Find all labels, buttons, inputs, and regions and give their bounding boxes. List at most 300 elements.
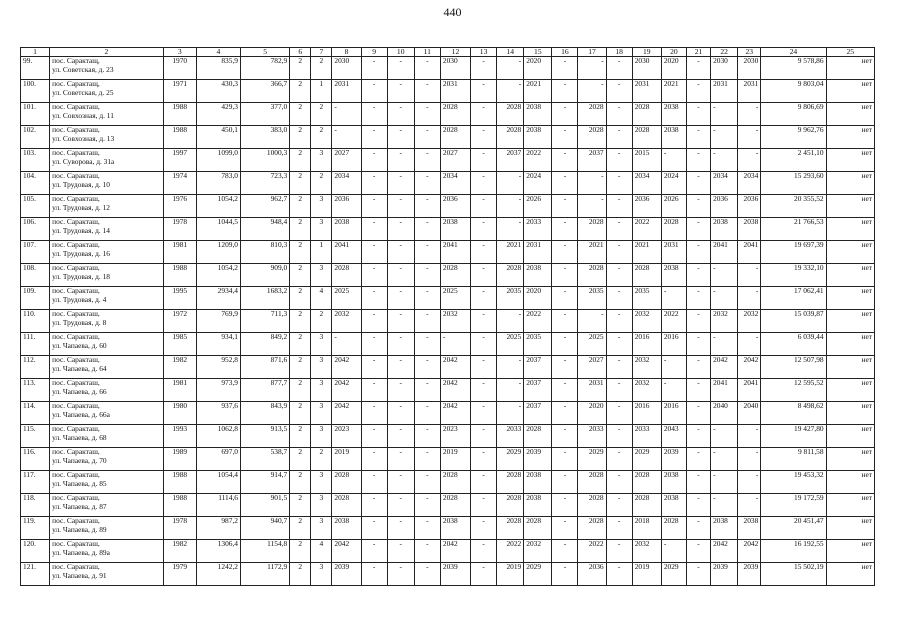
cell-col-21: - — [686, 310, 710, 333]
cell-col-24: 2 451,10 — [761, 149, 826, 172]
column-header-8: 8 — [332, 48, 361, 57]
cell-col-24: 9 578,86 — [761, 57, 826, 80]
cell-col-3: 1997 — [163, 149, 196, 172]
cell-col-6: 2 — [290, 218, 311, 241]
cell-col-6: 2 — [290, 333, 311, 356]
cell-col-22: 2034 — [711, 172, 738, 195]
cell-col-24: 9 803,04 — [761, 80, 826, 103]
cell-col-20: 2016 — [661, 333, 686, 356]
address-street: ул. Чапаева, д. 66а — [52, 409, 110, 419]
cell-col-18: - — [606, 57, 632, 80]
cell-col-3: 1980 — [163, 402, 196, 425]
cell-col-23: - — [738, 425, 761, 448]
cell-col-4: 937,6 — [196, 402, 240, 425]
cell-col-21: - — [686, 218, 710, 241]
cell-col-23: 2040 — [738, 402, 761, 425]
cell-col-13: - — [471, 287, 497, 310]
cell-col-7: 2 — [311, 310, 332, 333]
cell-col-10: - — [387, 448, 414, 471]
cell-col-20: 2038 — [661, 471, 686, 494]
address-cell — [50, 471, 164, 494]
cell-col-23: 2031 — [738, 80, 761, 103]
cell-col-16: - — [552, 379, 578, 402]
cell-col-5: 1683,2 — [241, 287, 290, 310]
cell-col-11: - — [414, 425, 440, 448]
cell-col-4: 769,9 — [196, 310, 240, 333]
cell-col-8: - — [332, 333, 361, 356]
cell-col-21: - — [686, 172, 710, 195]
cell-col-15: 2037 — [524, 356, 552, 379]
column-header-7: 7 — [311, 48, 332, 57]
cell-col-15: 2037 — [524, 402, 552, 425]
cell-col-22: - — [711, 126, 738, 149]
cell-col-21: - — [686, 57, 710, 80]
cell-col-12: 2038 — [440, 218, 470, 241]
cell-col-24: 12 507,98 — [761, 356, 826, 379]
cell-col-13: - — [471, 264, 497, 287]
cell-col-15: 2020 — [524, 287, 552, 310]
cell-col-11: - — [414, 103, 440, 126]
table-row — [21, 448, 875, 471]
row-number: 112. — [21, 356, 50, 379]
cell-col-25: нет — [826, 264, 874, 287]
cell-col-17: 2035 — [578, 287, 606, 310]
row-number: 99. — [21, 57, 50, 80]
cell-col-13: - — [471, 494, 497, 517]
column-number-row — [21, 48, 875, 57]
cell-col-21: - — [686, 379, 710, 402]
cell-col-8: 2039 — [332, 563, 361, 586]
cell-col-5: 383,0 — [241, 126, 290, 149]
cell-col-15: 2028 — [524, 425, 552, 448]
cell-col-5: 913,5 — [241, 425, 290, 448]
cell-col-24: 19 453,32 — [761, 471, 826, 494]
row-number: 109. — [21, 287, 50, 310]
cell-col-25: нет — [826, 356, 874, 379]
cell-col-5: 1154,8 — [241, 540, 290, 563]
cell-col-13: - — [471, 57, 497, 80]
address-settlement: пос. Саракташ, — [52, 470, 100, 479]
cell-col-19: 2035 — [632, 287, 661, 310]
address-cell — [50, 448, 164, 471]
cell-col-3: 1995 — [163, 287, 196, 310]
cell-col-9: - — [361, 494, 387, 517]
row-number: 114. — [21, 402, 50, 425]
cell-col-8: 2031 — [332, 80, 361, 103]
cell-col-23: 2042 — [738, 540, 761, 563]
address-street: ул. Чапаева, д. 89 — [52, 524, 107, 534]
address-settlement: пос. Саракташ, — [52, 263, 100, 272]
cell-col-18: - — [606, 448, 632, 471]
column-header-20: 20 — [661, 48, 686, 57]
cell-col-23: - — [738, 126, 761, 149]
page-number: 440 — [443, 5, 462, 19]
cell-col-18: - — [606, 379, 632, 402]
column-header-12: 12 — [440, 48, 470, 57]
cell-col-11: - — [414, 126, 440, 149]
cell-col-18: - — [606, 471, 632, 494]
cell-col-21: - — [686, 540, 710, 563]
column-header-4: 4 — [196, 48, 240, 57]
cell-col-23: 2036 — [738, 195, 761, 218]
cell-col-20: 2029 — [661, 563, 686, 586]
row-number: 106. — [21, 218, 50, 241]
cell-col-12: 2030 — [440, 57, 470, 80]
cell-col-18: - — [606, 310, 632, 333]
cell-col-10: - — [387, 379, 414, 402]
cell-col-17: 2021 — [578, 241, 606, 264]
cell-col-7: 1 — [311, 241, 332, 264]
cell-col-21: - — [686, 126, 710, 149]
cell-col-7: 3 — [311, 356, 332, 379]
cell-col-22: 2042 — [711, 356, 738, 379]
address-street: ул. Чапаева, д. 70 — [52, 455, 107, 465]
cell-col-3: 1976 — [163, 195, 196, 218]
cell-col-4: 973,9 — [196, 379, 240, 402]
cell-col-7: 3 — [311, 517, 332, 540]
address-settlement: пос. Саракташ, — [52, 447, 100, 456]
cell-col-9: - — [361, 149, 387, 172]
address-settlement: пос. Саракташ, — [52, 102, 100, 111]
cell-col-7: 3 — [311, 425, 332, 448]
table-row — [21, 540, 875, 563]
cell-col-14: - — [497, 379, 524, 402]
cell-col-7: 3 — [311, 264, 332, 287]
cell-col-11: - — [414, 563, 440, 586]
cell-col-23: - — [738, 448, 761, 471]
cell-col-19: 2028 — [632, 264, 661, 287]
cell-col-20: 2016 — [661, 402, 686, 425]
address-street: ул. Чапаева, д. 89а — [52, 547, 110, 557]
cell-col-13: - — [471, 425, 497, 448]
cell-col-15: 2038 — [524, 126, 552, 149]
cell-col-15: 2039 — [524, 448, 552, 471]
cell-col-4: 697,0 — [196, 448, 240, 471]
cell-col-25: нет — [826, 402, 874, 425]
cell-col-24: 8 498,62 — [761, 402, 826, 425]
cell-col-16: - — [552, 264, 578, 287]
cell-col-24: 20 355,52 — [761, 195, 826, 218]
cell-col-21: - — [686, 494, 710, 517]
cell-col-15: 2026 — [524, 195, 552, 218]
cell-col-3: 1988 — [163, 126, 196, 149]
cell-col-3: 1993 — [163, 425, 196, 448]
column-header-25: 25 — [826, 48, 874, 57]
cell-col-12: 2042 — [440, 402, 470, 425]
cell-col-17: 2031 — [578, 379, 606, 402]
row-number: 108. — [21, 264, 50, 287]
cell-col-14: 2033 — [497, 425, 524, 448]
cell-col-6: 2 — [290, 287, 311, 310]
cell-col-17: - — [578, 80, 606, 103]
cell-col-3: 1972 — [163, 310, 196, 333]
cell-col-6: 2 — [290, 356, 311, 379]
cell-col-8: 2023 — [332, 425, 361, 448]
cell-col-16: - — [552, 80, 578, 103]
table-row — [21, 218, 875, 241]
cell-col-10: - — [387, 149, 414, 172]
cell-col-19: 2032 — [632, 379, 661, 402]
cell-col-25: нет — [826, 57, 874, 80]
cell-col-19: 2031 — [632, 80, 661, 103]
cell-col-8: 2038 — [332, 218, 361, 241]
cell-col-22: 2041 — [711, 241, 738, 264]
cell-col-5: 948,4 — [241, 218, 290, 241]
table-row — [21, 425, 875, 448]
table-body — [21, 57, 875, 586]
column-header-5: 5 — [241, 48, 290, 57]
cell-col-8: 2042 — [332, 540, 361, 563]
cell-col-22: - — [711, 471, 738, 494]
cell-col-16: - — [552, 540, 578, 563]
address-street: ул. Чапаева, д. 60 — [52, 340, 107, 350]
cell-col-13: - — [471, 218, 497, 241]
cell-col-24: 12 595,52 — [761, 379, 826, 402]
cell-col-22: - — [711, 264, 738, 287]
cell-col-9: - — [361, 287, 387, 310]
row-number: 116. — [21, 448, 50, 471]
cell-col-25: нет — [826, 471, 874, 494]
cell-col-5: 782,9 — [241, 57, 290, 80]
cell-col-18: - — [606, 402, 632, 425]
cell-col-21: - — [686, 149, 710, 172]
cell-col-15: 2021 — [524, 80, 552, 103]
cell-col-17: 2020 — [578, 402, 606, 425]
cell-col-15: 2038 — [524, 471, 552, 494]
cell-col-7: 2 — [311, 448, 332, 471]
address-cell — [50, 494, 164, 517]
cell-col-14: 2035 — [497, 287, 524, 310]
cell-col-12: 2038 — [440, 517, 470, 540]
cell-col-5: 366,7 — [241, 80, 290, 103]
cell-col-11: - — [414, 540, 440, 563]
cell-col-15: 2038 — [524, 264, 552, 287]
row-number: 103. — [21, 149, 50, 172]
cell-col-16: - — [552, 448, 578, 471]
cell-col-12: 2041 — [440, 241, 470, 264]
cell-col-8: 2036 — [332, 195, 361, 218]
cell-col-18: - — [606, 356, 632, 379]
cell-col-8: 2019 — [332, 448, 361, 471]
cell-col-17: 2037 — [578, 149, 606, 172]
cell-col-20: 2022 — [661, 310, 686, 333]
cell-col-13: - — [471, 310, 497, 333]
row-number: 117. — [21, 471, 50, 494]
cell-col-7: 2 — [311, 57, 332, 80]
address-settlement: пос. Саракташ, — [52, 194, 100, 203]
cell-col-9: - — [361, 218, 387, 241]
cell-col-8: 2027 — [332, 149, 361, 172]
cell-col-21: - — [686, 333, 710, 356]
cell-col-23: 2030 — [738, 57, 761, 80]
cell-col-21: - — [686, 287, 710, 310]
cell-col-10: - — [387, 540, 414, 563]
cell-col-9: - — [361, 448, 387, 471]
cell-col-4: 1054,2 — [196, 195, 240, 218]
cell-col-22: 2039 — [711, 563, 738, 586]
cell-col-17: 2025 — [578, 333, 606, 356]
cell-col-20: - — [661, 379, 686, 402]
cell-col-12: 2028 — [440, 126, 470, 149]
cell-col-6: 2 — [290, 172, 311, 195]
cell-col-5: 940,7 — [241, 517, 290, 540]
cell-col-14: - — [497, 80, 524, 103]
cell-col-20: - — [661, 287, 686, 310]
cell-col-25: нет — [826, 563, 874, 586]
cell-col-6: 2 — [290, 57, 311, 80]
cell-col-15: 2038 — [524, 494, 552, 517]
cell-col-6: 2 — [290, 425, 311, 448]
cell-col-10: - — [387, 172, 414, 195]
cell-col-7: 3 — [311, 563, 332, 586]
cell-col-4: 1099,0 — [196, 149, 240, 172]
cell-col-5: 711,3 — [241, 310, 290, 333]
cell-col-25: нет — [826, 195, 874, 218]
cell-col-18: - — [606, 80, 632, 103]
cell-col-11: - — [414, 310, 440, 333]
cell-col-13: - — [471, 540, 497, 563]
table-row — [21, 264, 875, 287]
address-settlement: пос. Саракташ, — [52, 286, 100, 295]
cell-col-9: - — [361, 310, 387, 333]
cell-col-15: 2031 — [524, 241, 552, 264]
cell-col-23: - — [738, 494, 761, 517]
cell-col-16: - — [552, 425, 578, 448]
cell-col-20: 2039 — [661, 448, 686, 471]
cell-col-3: 1981 — [163, 379, 196, 402]
cell-col-10: - — [387, 195, 414, 218]
cell-col-19: 2032 — [632, 356, 661, 379]
row-number: 121. — [21, 563, 50, 586]
cell-col-22: - — [711, 103, 738, 126]
cell-col-23: 2038 — [738, 517, 761, 540]
cell-col-12: 2019 — [440, 448, 470, 471]
cell-col-24: 21 766,53 — [761, 218, 826, 241]
cell-col-13: - — [471, 80, 497, 103]
row-number: 111. — [21, 333, 50, 356]
cell-col-22: - — [711, 149, 738, 172]
cell-col-9: - — [361, 264, 387, 287]
cell-col-19: 2029 — [632, 448, 661, 471]
cell-col-22: - — [711, 494, 738, 517]
address-cell — [50, 218, 164, 241]
cell-col-17: 2028 — [578, 517, 606, 540]
cell-col-20: - — [661, 540, 686, 563]
cell-col-9: - — [361, 517, 387, 540]
cell-col-8: 2038 — [332, 517, 361, 540]
cell-col-14: 2028 — [497, 494, 524, 517]
cell-col-5: 810,3 — [241, 241, 290, 264]
address-cell — [50, 172, 164, 195]
cell-col-3: 1982 — [163, 356, 196, 379]
cell-col-25: нет — [826, 379, 874, 402]
cell-col-25: нет — [826, 425, 874, 448]
address-street: ул. Чапаева, д. 87 — [52, 501, 107, 511]
cell-col-16: - — [552, 57, 578, 80]
cell-col-7: 3 — [311, 494, 332, 517]
cell-col-6: 2 — [290, 540, 311, 563]
cell-col-18: - — [606, 563, 632, 586]
cell-col-22: 2036 — [711, 195, 738, 218]
table-row — [21, 172, 875, 195]
cell-col-14: - — [497, 57, 524, 80]
cell-col-5: 877,7 — [241, 379, 290, 402]
row-number: 113. — [21, 379, 50, 402]
cell-col-11: - — [414, 448, 440, 471]
cell-col-25: нет — [826, 448, 874, 471]
address-cell — [50, 103, 164, 126]
address-settlement: пос. Саракташ, — [52, 171, 100, 180]
cell-col-18: - — [606, 264, 632, 287]
cell-col-12: 2028 — [440, 264, 470, 287]
cell-col-19: 2028 — [632, 126, 661, 149]
cell-col-14: 2029 — [497, 448, 524, 471]
cell-col-11: - — [414, 264, 440, 287]
cell-col-16: - — [552, 195, 578, 218]
address-street: ул. Совхозная, д. 13 — [52, 133, 115, 143]
cell-col-20: 2021 — [661, 80, 686, 103]
cell-col-16: - — [552, 218, 578, 241]
cell-col-15: 2028 — [524, 517, 552, 540]
cell-col-23: 2034 — [738, 172, 761, 195]
address-cell — [50, 333, 164, 356]
cell-col-7: 2 — [311, 126, 332, 149]
cell-col-9: - — [361, 80, 387, 103]
cell-col-10: - — [387, 356, 414, 379]
cell-col-12: 2028 — [440, 471, 470, 494]
cell-col-7: 3 — [311, 402, 332, 425]
address-street: ул. Трудовая, д. 4 — [52, 294, 107, 304]
cell-col-20: 2038 — [661, 126, 686, 149]
cell-col-9: - — [361, 57, 387, 80]
cell-col-20: - — [661, 149, 686, 172]
row-number: 107. — [21, 241, 50, 264]
address-cell — [50, 195, 164, 218]
cell-col-17: 2028 — [578, 126, 606, 149]
cell-col-16: - — [552, 126, 578, 149]
cell-col-14: - — [497, 356, 524, 379]
column-header-16: 16 — [552, 48, 578, 57]
cell-col-4: 1114,6 — [196, 494, 240, 517]
cell-col-3: 1971 — [163, 80, 196, 103]
cell-col-8: - — [332, 103, 361, 126]
cell-col-18: - — [606, 494, 632, 517]
column-header-3: 3 — [163, 48, 196, 57]
cell-col-23: 2042 — [738, 356, 761, 379]
cell-col-6: 2 — [290, 563, 311, 586]
cell-col-4: 1054,2 — [196, 264, 240, 287]
cell-col-23: - — [738, 471, 761, 494]
cell-col-9: - — [361, 471, 387, 494]
cell-col-4: 1242,2 — [196, 563, 240, 586]
cell-col-14: 2028 — [497, 471, 524, 494]
address-cell — [50, 80, 164, 103]
cell-col-24: 16 192,55 — [761, 540, 826, 563]
table-row — [21, 57, 875, 80]
cell-col-6: 2 — [290, 126, 311, 149]
cell-col-22: 2041 — [711, 379, 738, 402]
cell-col-19: 2015 — [632, 149, 661, 172]
cell-col-10: - — [387, 57, 414, 80]
address-street: ул. Чапаева, д. 64 — [52, 363, 107, 373]
cell-col-19: 2022 — [632, 218, 661, 241]
cell-col-8: 2042 — [332, 402, 361, 425]
cell-col-3: 1979 — [163, 563, 196, 586]
address-street: ул. Трудовая, д. 16 — [52, 248, 111, 258]
row-number: 105. — [21, 195, 50, 218]
cell-col-14: 2021 — [497, 241, 524, 264]
cell-col-8: 2030 — [332, 57, 361, 80]
